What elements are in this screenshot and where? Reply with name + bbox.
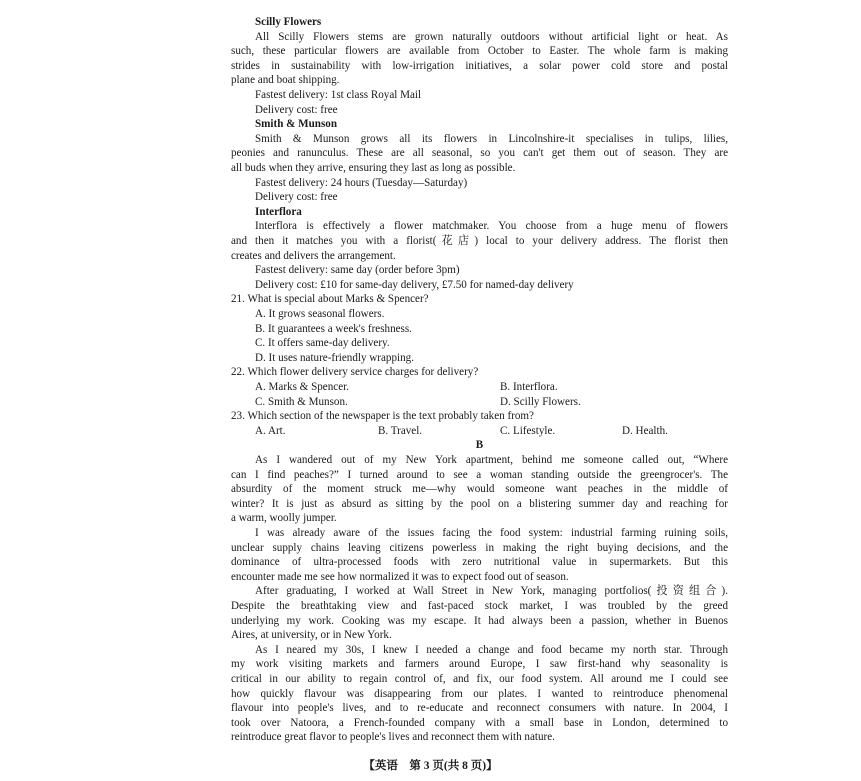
question-23-option-b: B. Travel. bbox=[378, 424, 423, 437]
question-21-stem: 21. What is special about Marks & Spencer? bbox=[231, 293, 429, 306]
passage-b-p3-line: Despite the breathtaking view and fast-paced stock market, I was troubled by the greed bbox=[231, 600, 728, 612]
passage-b-p2-line: unclear supply chains leaving citizens powerless in making the right buying decisions, and the bbox=[231, 541, 728, 554]
passage-b-p3-line: underlying my work. Cooking was my escape. It had always been a passion, whether in Buenos bbox=[231, 614, 728, 627]
question-22-stem: 22. Which flower delivery service charges for delivery? bbox=[231, 366, 479, 379]
passage-b-p3-line: Aires, at university, or in New York. bbox=[231, 629, 392, 642]
question-23-option-d: D. Health. bbox=[622, 424, 668, 437]
page-footer: 【英语 第 3 页(共 8 页)】 bbox=[363, 760, 498, 772]
scilly-line: plane and boat shipping. bbox=[231, 74, 340, 87]
passage-b-p4-line: flavour into people's lives, and to re-educate and reconnect consumers with nature. In 2004, I bbox=[231, 702, 728, 715]
smith-line: peonies and ranunculus. These are all seasonal, so you can't get them out of season. They are bbox=[231, 147, 728, 160]
scilly-cost: Delivery cost: free bbox=[255, 103, 338, 116]
question-23-option-c: C. Lifestyle. bbox=[500, 424, 556, 437]
passage-b-p4-line: my work visiting markets and farmers around Europe, I saw first-hand why seasonality is bbox=[231, 658, 728, 671]
question-22-option-a: A. Marks & Spencer. bbox=[255, 381, 349, 393]
question-23-stem: 23. Which section of the newspaper is the text probably taken from? bbox=[231, 410, 534, 423]
scilly-line: strides in sustainability with low-irrigation initiatives, a solar power cold store and postal bbox=[231, 59, 728, 72]
passage-b-p2-line: encounter made me see how normalized it was to expect food out of season. bbox=[231, 570, 569, 583]
passage-b-p4-line: critical in our ability to regain control of, and fix, our food system. All around me I could see bbox=[231, 673, 728, 685]
passage-b-p4-line: reintroduce great flavor to people's lives and reconnect them with nature. bbox=[231, 731, 555, 744]
smith-cost: Delivery cost: free bbox=[255, 191, 338, 204]
scilly-line: such, these particular flowers are available from October to Easter. The whole farm is making bbox=[231, 45, 728, 58]
passage-b-label: B bbox=[475, 439, 484, 452]
question-22-option-c: C. Smith & Munson. bbox=[255, 395, 348, 408]
scilly-line: All Scilly Flowers stems are grown naturally outdoors without artificial light or heat. As bbox=[255, 30, 728, 43]
passage-b-p1-line: a warm, woolly jumper. bbox=[231, 512, 337, 525]
scilly-delivery: Fastest delivery: 1st class Royal Mail bbox=[255, 89, 422, 101]
question-22-option-d: D. Scilly Flowers. bbox=[500, 395, 581, 408]
interflora-heading: Interflora bbox=[255, 205, 302, 218]
smith-line: Smith & Munson grows all its flowers in Lincolnshire-it specialises in tulips, lilies, bbox=[255, 132, 728, 145]
question-21-option-a: A. It grows seasonal flowers. bbox=[255, 308, 385, 320]
passage-b-p2-line: dominance of ultra-processed foods with zero nutritional value in supermarkets. But this bbox=[231, 556, 728, 569]
question-22-option-b: B. Interflora. bbox=[500, 381, 558, 393]
smith-line: all buds when they arrive, ensuring they last as long as possible. bbox=[231, 162, 516, 174]
question-21-option-d: D. It uses nature-friendly wrapping. bbox=[255, 351, 414, 364]
passage-b-p1-line: winter? It is just as absurd as sitting by the pool on a blistering summer day and reaching for bbox=[231, 497, 728, 510]
passage-b-p2-line: I was already aware of the issues facing the food system: industrial farming ruining soils, bbox=[255, 527, 728, 539]
passage-b-p3-line: After graduating, I worked at Wall Street in New York, managing portfolios(投资组合). bbox=[255, 585, 728, 598]
passage-b-p4-line: how quickly flavour was disappearing from our plates. I wanted to reintroduce phenomenal bbox=[231, 687, 728, 700]
interflora-line: creates and delivers the arrangement. bbox=[231, 249, 396, 262]
smith-heading: Smith & Munson bbox=[255, 118, 337, 131]
question-21-option-c: C. It offers same-day delivery. bbox=[255, 337, 390, 350]
interflora-delivery: Fastest delivery: same day (order before 3pm) bbox=[255, 264, 460, 277]
interflora-line: and then it matches you with a florist(花店) local to your delivery address. The florist then bbox=[231, 235, 728, 247]
passage-b-p4-line: took over Natoora, a French-founded company with a small base in London, determined to bbox=[231, 716, 728, 729]
passage-b-p1-line: absurdity of the moment struck me—why would someone want peaches in the middle of bbox=[231, 483, 728, 496]
interflora-cost: Delivery cost: £10 for same-day delivery, £7.50 for named-day delivery bbox=[255, 278, 574, 291]
question-23-option-a: A. Art. bbox=[255, 424, 286, 437]
question-21-option-b: B. It guarantees a week's freshness. bbox=[255, 322, 412, 335]
scilly-heading: Scilly Flowers bbox=[255, 16, 322, 28]
passage-b-p1-line: can I find peaches?” I turned around to see a woman standing outside the greengrocer's. The bbox=[231, 468, 728, 481]
passage-b-p4-line: As I neared my 30s, I knew I needed a change and food became my north star. Through bbox=[255, 643, 728, 656]
smith-delivery: Fastest delivery: 24 hours (Tuesday—Saturday) bbox=[255, 176, 468, 189]
passage-b-p1-line: As I wandered out of my New York apartment, behind me someone called out, “Where bbox=[255, 454, 728, 466]
interflora-line: Interflora is effectively a flower matchmaker. You choose from a huge menu of flowers bbox=[255, 220, 728, 233]
